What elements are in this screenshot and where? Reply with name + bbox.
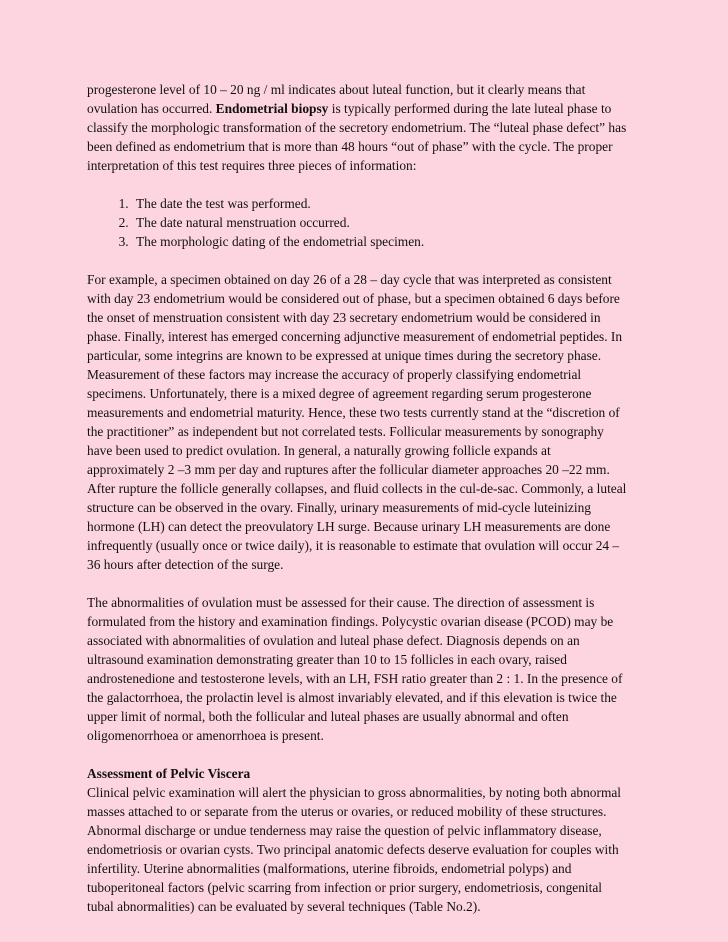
list-item: 2. The date natural menstruation occurred.: [132, 213, 628, 232]
paragraph-abnormalities: The abnormalities of ovulation must be assessed for their cause. The direction of assessment is formulated from the history and examination findings. Polycystic ovarian disease (PCOD) may be associated with abnormalities of ovulation and luteal phase defect. Diagnosis depends on an ultrasound examination demonstrating greater than 10 to 15 follicles in each ovary, raised androstenedione and testosterone levels, with an LH, FSH ratio greater than 2 : 1. In the presence of the galactorrhoea, the prolactin level is almost invariably elevated, and if this elevation is twice the upper limit of normal, both the follicular and luteal phases are usually abnormal and often oligomenorrhoea or amenorrhoea is present.: [87, 595, 623, 743]
paragraph-1-text-b: is typically performed during the late luteal phase to classify the morphologic transformation of the secretory endometrium. The “luteal phase defect” has been defined as endometrium that is more than 48 hours “out of phase” with the cycle. The proper interpretation of this test requires three pieces of information:: [87, 101, 627, 173]
information-list: [87, 194, 628, 251]
paragraph-luteal-phase: [87, 80, 628, 175]
paragraph-1-text-a: progesterone level of 10 – 20 ng / ml indicates about luteal function, but it clearly means that ovulation has occurred.: [87, 82, 586, 116]
list-item: 1. The date the test was performed.: [132, 194, 628, 213]
endometrial-biopsy-term: Endometrial biopsy: [215, 101, 329, 116]
list-item: 3. The morphologic dating of the endometrial specimen.: [132, 232, 628, 251]
paragraph-pelvic-exam: Clinical pelvic examination will alert the physician to gross abnormalities, by noting both abnormal masses attached to or separate from the uterus or ovaries, or reduced mobility of these structures. Abnormal discharge or undue tenderness may raise the question of pelvic inflammatory disease, endometriosis or ovarian cysts. Two principal anatomic defects deserve evaluation for couples with infertility. Uterine abnormalities (malformations, uterine fibroids, endometrial polyps) and tuboperitoneal factors (pelvic scarring from infection or prior surgery, endometriosis, congenital tubal abnormalities) can be evaluated by several techniques (Table No.2).: [87, 785, 622, 914]
paragraph-example: For example, a specimen obtained on day 26 of a 28 – day cycle that was interpreted as consistent with day 23 endometrium would be considered out of phase, but a specimen obtained 6 days before the onset of menstruation consistent with day 23 secretary endometrium would be considered in phase. Finally, interest has emerged concerning adjunctive measurement of endometrial peptides. In particular, some integrins are known to be expressed at unique times during the secretory phase. Measurement of these factors may increase the accuracy of properly classifying endometrial specimens. Unfortunately, there is a mixed degree of agreement regarding serum progesterone measurements and endometrial maturity. Hence, these two tests currently stand at the “discretion of the practitioner” as independent but not correlated tests. Follicular measurements by sonography have been used to predict ovulation. In general, a naturally growing follicle expands at approximately 2 –3 mm per day and ruptures after the follicular diameter approaches 20 –22 mm. After rupture the follicle generally collapses, and fluid collects in the cul-de-sac. Commonly, a luteal structure can be observed in the ovary. Finally, urinary measurements of mid-cycle luteinizing hormone (LH) can detect the preovulatory LH surge. Because urinary LH measurements are done infrequently (usually once or twice daily), it is reasonable to estimate that ovulation will occur 24 –36 hours after detection of the surge.: [87, 272, 627, 572]
section-heading: Assessment of Pelvic Viscera: [87, 766, 251, 781]
